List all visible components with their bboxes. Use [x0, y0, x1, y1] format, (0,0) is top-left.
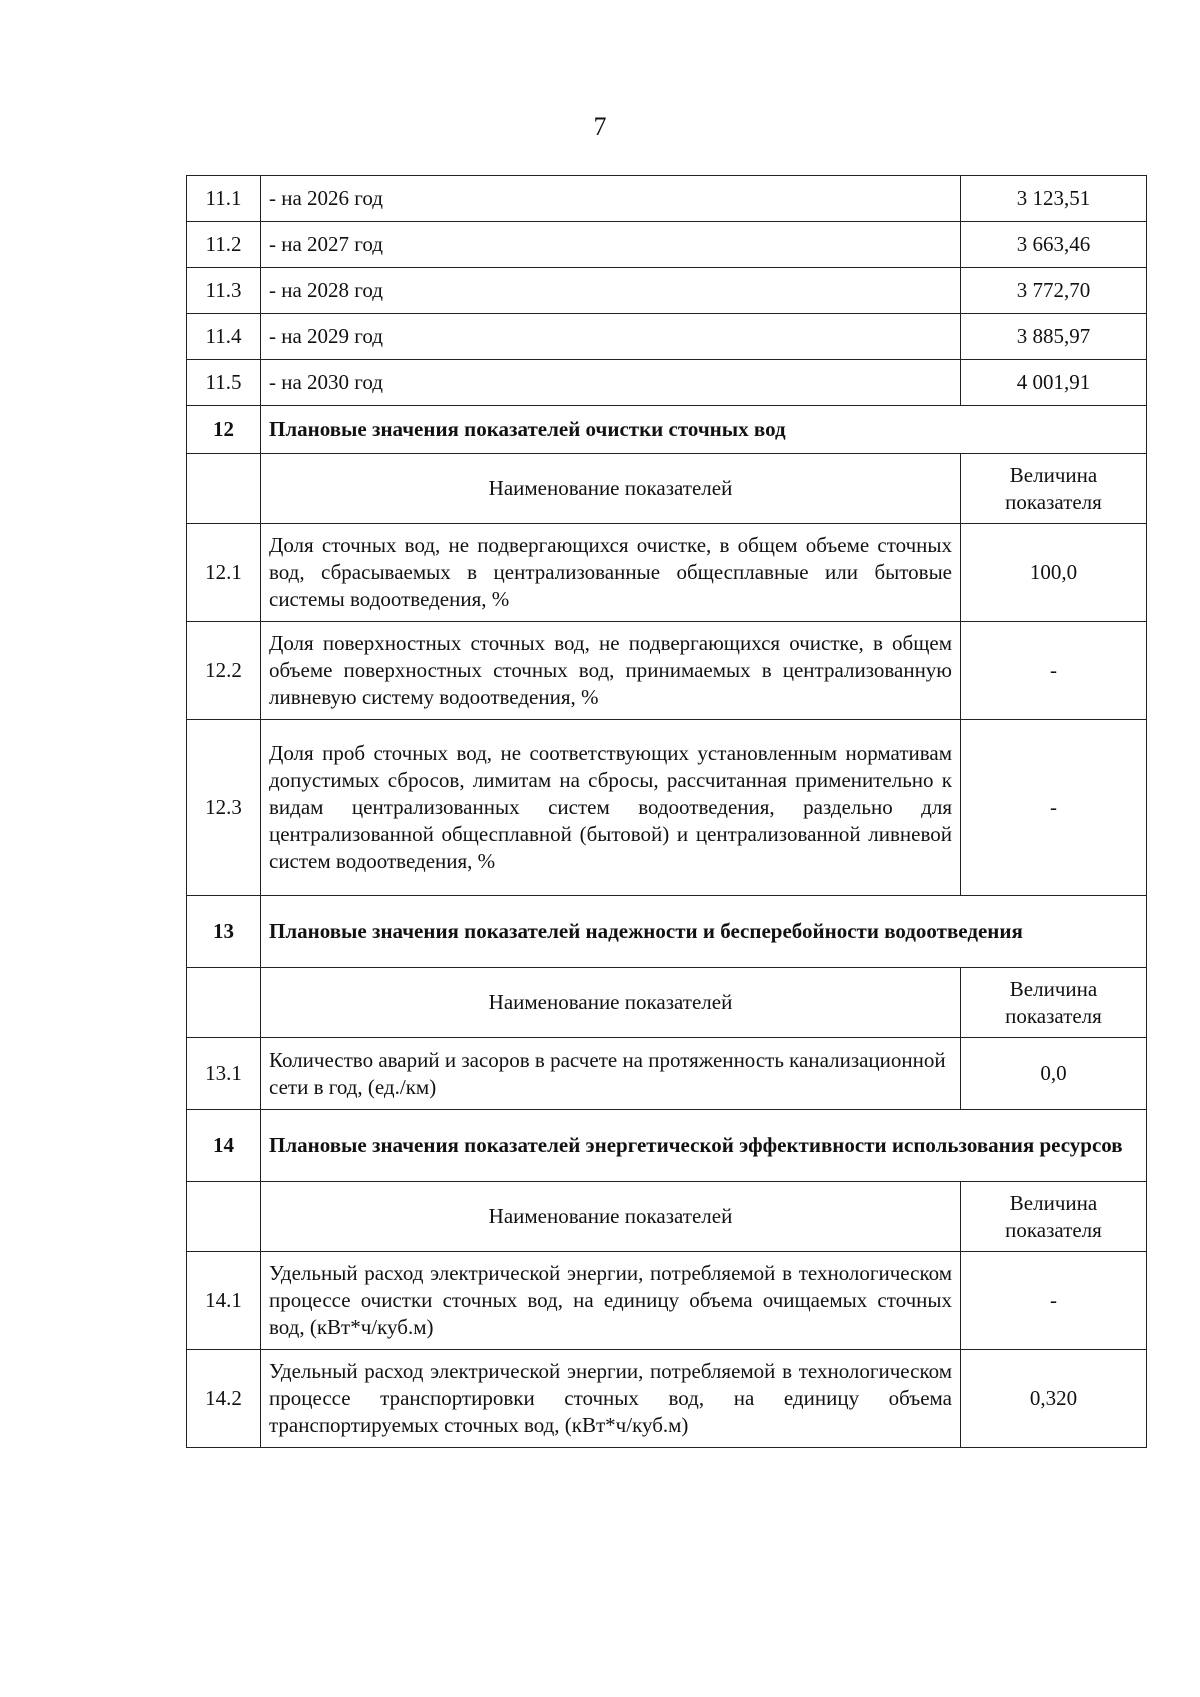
section-title: Плановые значения показателей энергетической эффективности использования ресурсов — [261, 1110, 1147, 1182]
table-row — [187, 314, 1147, 360]
indicators-table — [186, 175, 1147, 1448]
row-number: 11.1 — [187, 176, 261, 222]
row-text: Количество аварий и засоров в расчете на протяженность канализационной сети в год, (ед./км) — [261, 1038, 961, 1110]
column-header-name: Наименование показателей — [261, 1182, 961, 1252]
row-number: 14.2 — [187, 1350, 261, 1448]
table-row — [187, 1038, 1147, 1110]
row-value: 0,0 — [961, 1038, 1147, 1110]
column-header-row — [187, 454, 1147, 524]
row-value: 100,0 — [961, 524, 1147, 622]
row-text: - на 2029 год — [261, 314, 961, 360]
row-number: 12.1 — [187, 524, 261, 622]
section-number: 13 — [187, 896, 261, 968]
section-title: Плановые значения показателей надежности и бесперебойности водоотведения — [261, 896, 1147, 968]
row-number: 12.3 — [187, 720, 261, 896]
row-text: Доля сточных вод, не подвергающихся очистке, в общем объеме сточных вод, сбрасываемых в централизованные общесплавные или бытовые системы водоотведения, % — [261, 524, 961, 622]
row-number: 13.1 — [187, 1038, 261, 1110]
row-number: 11.2 — [187, 222, 261, 268]
row-value: - — [961, 1252, 1147, 1350]
column-header-row — [187, 968, 1147, 1038]
row-value: 3 663,46 — [961, 222, 1147, 268]
row-text: Удельный расход электрической энергии, потребляемой в технологическом процессе очистки сточных вод, на единицу объема очищаемых сточных вод, (кВт*ч/куб.м) — [261, 1252, 961, 1350]
empty-cell — [187, 968, 261, 1038]
empty-cell — [187, 454, 261, 524]
row-text: - на 2026 год — [261, 176, 961, 222]
section-title: Плановые значения показателей очистки сточных вод — [261, 406, 1147, 454]
row-number: 11.5 — [187, 360, 261, 406]
table-row — [187, 524, 1147, 622]
table-row — [187, 720, 1147, 896]
row-value: - — [961, 720, 1147, 896]
row-value: 3 885,97 — [961, 314, 1147, 360]
table-row — [187, 222, 1147, 268]
row-value: 4 001,91 — [961, 360, 1147, 406]
table-row — [187, 360, 1147, 406]
table-row — [187, 176, 1147, 222]
row-text: - на 2028 год — [261, 268, 961, 314]
section-header-row — [187, 896, 1147, 968]
row-value: 3 772,70 — [961, 268, 1147, 314]
column-header-value: Величина показателя — [961, 1182, 1147, 1252]
row-text: - на 2027 год — [261, 222, 961, 268]
section-number: 12 — [187, 406, 261, 454]
column-header-row — [187, 1182, 1147, 1252]
table-row — [187, 268, 1147, 314]
section-header-row — [187, 406, 1147, 454]
section-header-row — [187, 1110, 1147, 1182]
table-row — [187, 1350, 1147, 1448]
section-number: 14 — [187, 1110, 261, 1182]
table-row — [187, 622, 1147, 720]
row-number: 12.2 — [187, 622, 261, 720]
row-text: Доля проб сточных вод, не соответствующих установленным нормативам допустимых сбросов, лимитам на сбросы, рассчитанная применительно к видам централизованных систем водоотведения, раздельно для централизованной общесплавной (бытовой) и централизованной ливневой систем водоотведения, % — [261, 720, 961, 896]
empty-cell — [187, 1182, 261, 1252]
row-value: - — [961, 622, 1147, 720]
column-header-value: Величина показателя — [961, 454, 1147, 524]
table-row — [187, 1252, 1147, 1350]
column-header-name: Наименование показателей — [261, 454, 961, 524]
row-text: - на 2030 год — [261, 360, 961, 406]
column-header-value: Величина показателя — [961, 968, 1147, 1038]
row-number: 11.3 — [187, 268, 261, 314]
row-number: 11.4 — [187, 314, 261, 360]
row-text: Доля поверхностных сточных вод, не подвергающихся очистке, в общем объеме поверхностных сточных вод, принимаемых в централизованную ливневую систему водоотведения, % — [261, 622, 961, 720]
row-number: 14.1 — [187, 1252, 261, 1350]
row-value: 0,320 — [961, 1350, 1147, 1448]
column-header-name: Наименование показателей — [261, 968, 961, 1038]
row-text: Удельный расход электрической энергии, потребляемой в технологическом процессе транспортировки сточных вод, на единицу объема транспортируемых сточных вод, (кВт*ч/куб.м) — [261, 1350, 961, 1448]
row-value: 3 123,51 — [961, 176, 1147, 222]
page-number: 7 — [593, 112, 607, 141]
